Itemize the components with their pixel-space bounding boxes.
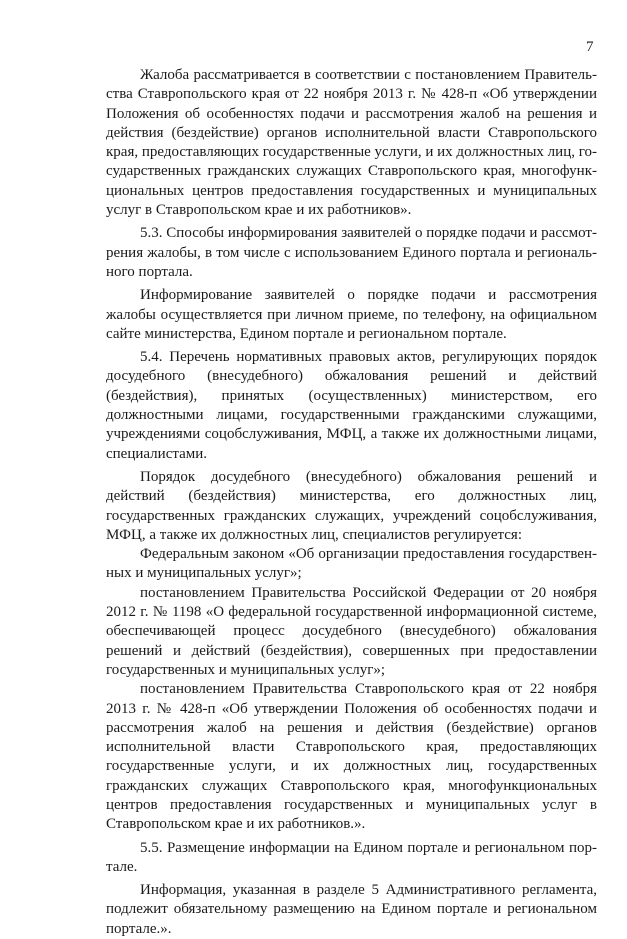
paragraph-informing-methods: Информирование заявителей о порядке подачи и рассмотрения жалобы осуществляется при личном приеме, по телефону, на официальном сайте министерства, Едином портале и региональном портале. bbox=[106, 287, 597, 342]
page-number: 7 bbox=[586, 39, 594, 55]
paragraph-appeal-procedure: Порядок досудебного (внесудебного) обжалования решений и действий (бездействия) министерства, его должностных лиц, государственных гражданских служащих, учреждений соцобслуживания, МФЦ, а также их должностных лиц, специалистов регулируется: bbox=[106, 468, 597, 543]
paragraph-complaint-consideration: Жалоба рассматривается в соответствии с постановлением Правительства Ставропольского края от 22 ноября 2013 г. № 428-п «Об утверждении Положения об особенностях подачи и рассмотрения жалоб на решения и действия (бездействие) органов исполнительной власти Ставропольского края, предоставляющих государственные услуги, и их должностных лиц, государственных гражданских служащих Ставропольского края, многофункциональных центров предоставления государственных и муниципальных услуг в Ставропольском крае и их работников». bbox=[106, 67, 598, 219]
paragraph-rf-decree: постановлением Правительства Российской Федерации от 20 ноября 2012 г. № 1198 «О федеральной государственной информационной системе, обеспечивающей процесс досудебного (внесудебного) обжалования решений и действий (бездействия), совершенных при предоставлении государственных и муниципальных услуг»; bbox=[106, 584, 597, 678]
paragraph-federal-law: Федеральным законом «Об организации предоставления государственных и муниципальных услуг»; bbox=[106, 546, 597, 582]
paragraph-5-4-heading: 5.4. Перечень нормативных правовых актов, регулирующих порядок досудебного (внесудебного) обжалования решений и действий (бездействия), принятых (осуществленных) министерством, его должностными лицами, государственными гражданскими служащими, учреждениями соцобслуживания, МФЦ, а также их должностными лицами, специалистами. bbox=[106, 349, 597, 462]
paragraph-5-5-heading: 5.5. Размещение информации на Едином портале и региональном портале. bbox=[106, 839, 597, 875]
document-body bbox=[106, 66, 597, 939]
paragraph-stavropol-decree: постановлением Правительства Ставропольского края от 22 ноября 2013 г. № 428-п «Об утверждении Положения об особенностях подачи и рассмотрения жалоб на решения и действия (бездействие) органов исполнительной власти Ставропольского края, предоставляющих государственные услуги, и их должностных лиц, государственных гражданских служащих Ставропольского края, многофункциональных центров предоставления государственных и муниципальных услуг в Ставропольском крае и их работников.». bbox=[106, 681, 597, 833]
paragraph-information-placement: Информация, указанная в разделе 5 Административного регламента, подлежит обязательному размещению на Едином портале и региональном портале.». bbox=[106, 882, 597, 937]
paragraph-5-3-heading: 5.3. Способы информирования заявителей о порядке подачи и рассмотрения жалобы, в том числе с использованием Единого портала и регионального портала. bbox=[106, 225, 597, 280]
